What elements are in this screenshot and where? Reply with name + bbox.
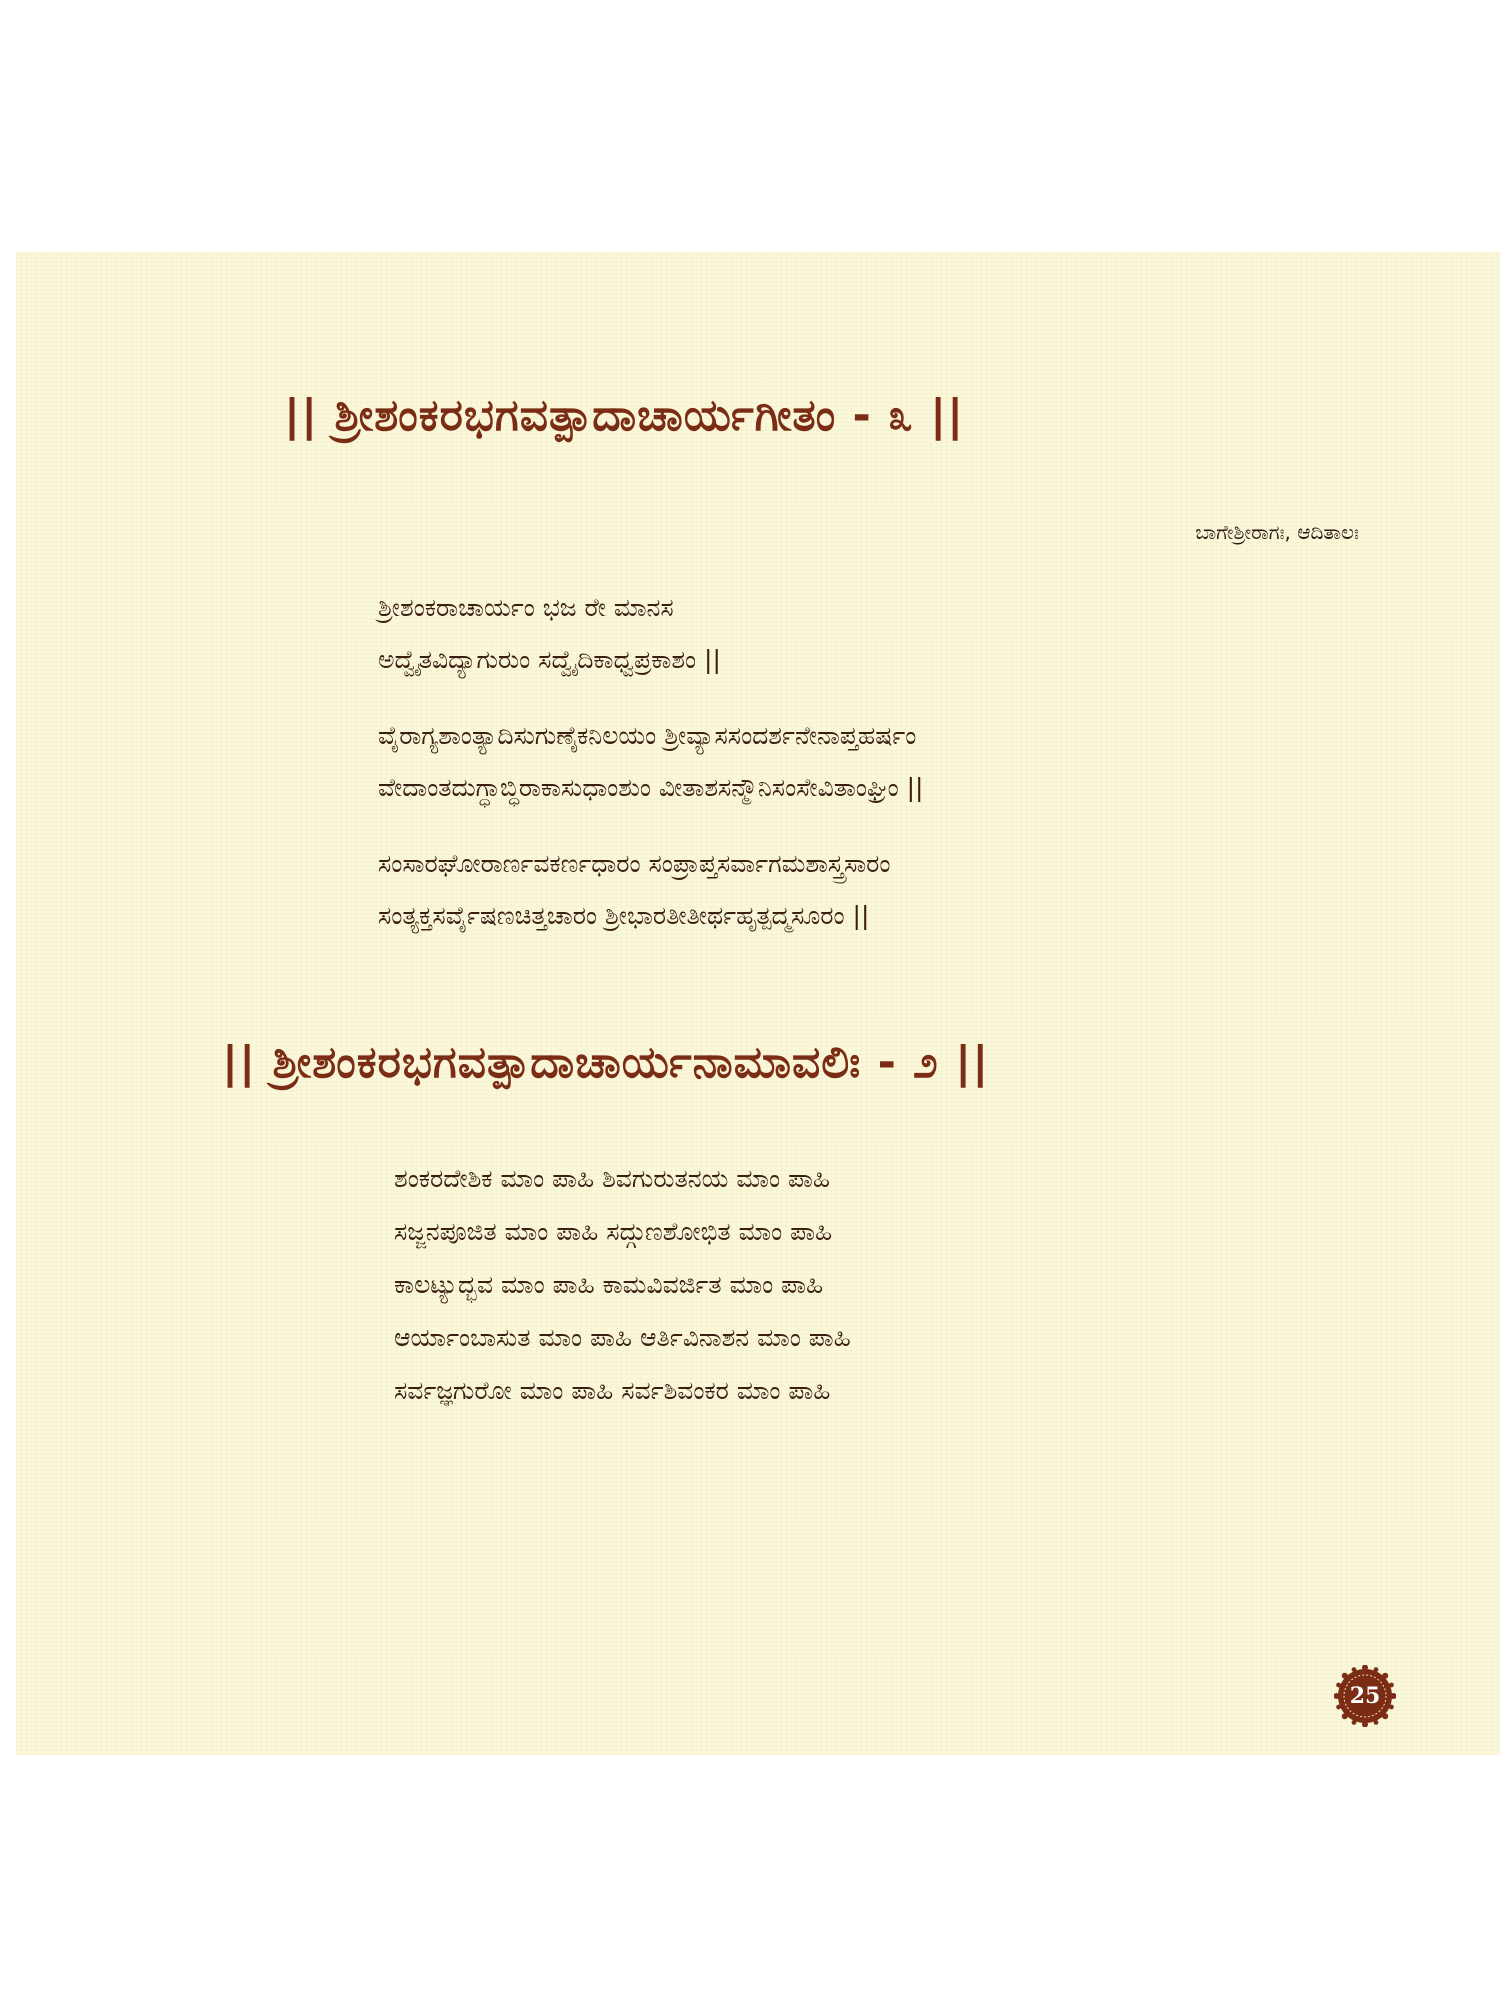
song-verses xyxy=(378,582,923,966)
page-number: 25 xyxy=(1349,1683,1381,1709)
stanza xyxy=(378,710,923,814)
page-content xyxy=(16,252,1500,1755)
namavali-title: || ಶ್ರೀಶಂಕರಭಗವತ್ಪಾದಾಚಾರ್ಯನಾಮಾವಲಿಃ - ೨ || xyxy=(222,1037,990,1088)
verse-line: ಸಂತ್ಯಕ್ತಸರ್ವೈಷಣಚಿತ್ತಚಾರಂ ಶ್ರೀಭಾರತೀತೀರ್ಥಹೃತ್ಪದ್ಮಸೂರಂ || xyxy=(378,901,870,930)
namavali-line: ಕಾಲಟ್ಯುದ್ಭವ ಮಾಂ ಪಾಹಿ ಕಾಮವಿವರ್ಜಿತ ಮಾಂ ಪಾಹಿ xyxy=(394,1270,824,1299)
verse-line: ಸಂಸಾರಘೋರಾರ್ಣವಕರ್ಣಧಾರಂ ಸಂಪ್ರಾಪ್ತಸರ್ವಾಗಮಶಾಸ್ತ್ರಸಾರಂ xyxy=(378,849,891,878)
stanza xyxy=(378,582,923,686)
namavali-line: ಆರ್ಯಾಂಬಾಸುತ ಮಾಂ ಪಾಹಿ ಆರ್ತಿವಿನಾಶನ ಮಾಂ ಪಾಹಿ xyxy=(394,1323,851,1352)
namavali-line: ಸರ್ವಜ್ಞಗುರೋ ಮಾಂ ಪಾಹಿ ಸರ್ವಶಿವಂಕರ ಮಾಂ ಪಾಹಿ xyxy=(394,1376,831,1405)
namavali-lines xyxy=(394,1152,851,1417)
verse-line: ಶ್ರೀಶಂಕರಾಚಾರ್ಯಂ ಭಜ ರೇ ಮಾನಸ xyxy=(378,593,674,622)
stanza xyxy=(378,838,923,942)
verse-line: ವೈರಾಗ್ಯಶಾಂತ್ಯಾದಿಸುಗುಣೈಕನಿಲಯಂ ಶ್ರೀವ್ಯಾಸಸಂದರ್ಶನೇನಾಪ್ತಹರ್ಷಂ xyxy=(378,721,917,750)
namavali-line: ಶಂಕರದೇಶಿಕ ಮಾಂ ಪಾಹಿ ಶಿವಗುರುತನಯ ಮಾಂ ಪಾಹಿ xyxy=(394,1164,831,1193)
verse-line: ವೇದಾಂತದುಗ್ಧಾಬ್ಧಿರಾಕಾಸುಧಾಂಶುಂ ವೀತಾಶಸನ್ಮೌನಿಸಂಸೇವಿತಾಂಘ್ರಿಂ || xyxy=(378,773,924,802)
song-title: || ಶ್ರೀಶಂಕರಭಗವತ್ಪಾದಾಚಾರ್ಯಗೀತಂ - ೩ || xyxy=(284,390,965,441)
namavali-line: ಸಜ್ಜನಪೂಜಿತ ಮಾಂ ಪಾಹಿ ಸದ್ಗುಣಶೋಭಿತ ಮಾಂ ಪಾಹಿ xyxy=(394,1217,833,1246)
raga-tala-label: ಬಾಗೇಶ್ರೀರಾಗಃ, ಆದಿತಾಲಃ xyxy=(1195,520,1359,544)
verse-line: ಅದ್ವೈತವಿದ್ಯಾಗುರುಂ ಸದ್ವೈದಿಕಾಧ್ವಪ್ರಕಾಶಂ || xyxy=(378,645,721,674)
page-number-badge xyxy=(1334,1665,1396,1727)
book-page xyxy=(16,252,1500,1755)
